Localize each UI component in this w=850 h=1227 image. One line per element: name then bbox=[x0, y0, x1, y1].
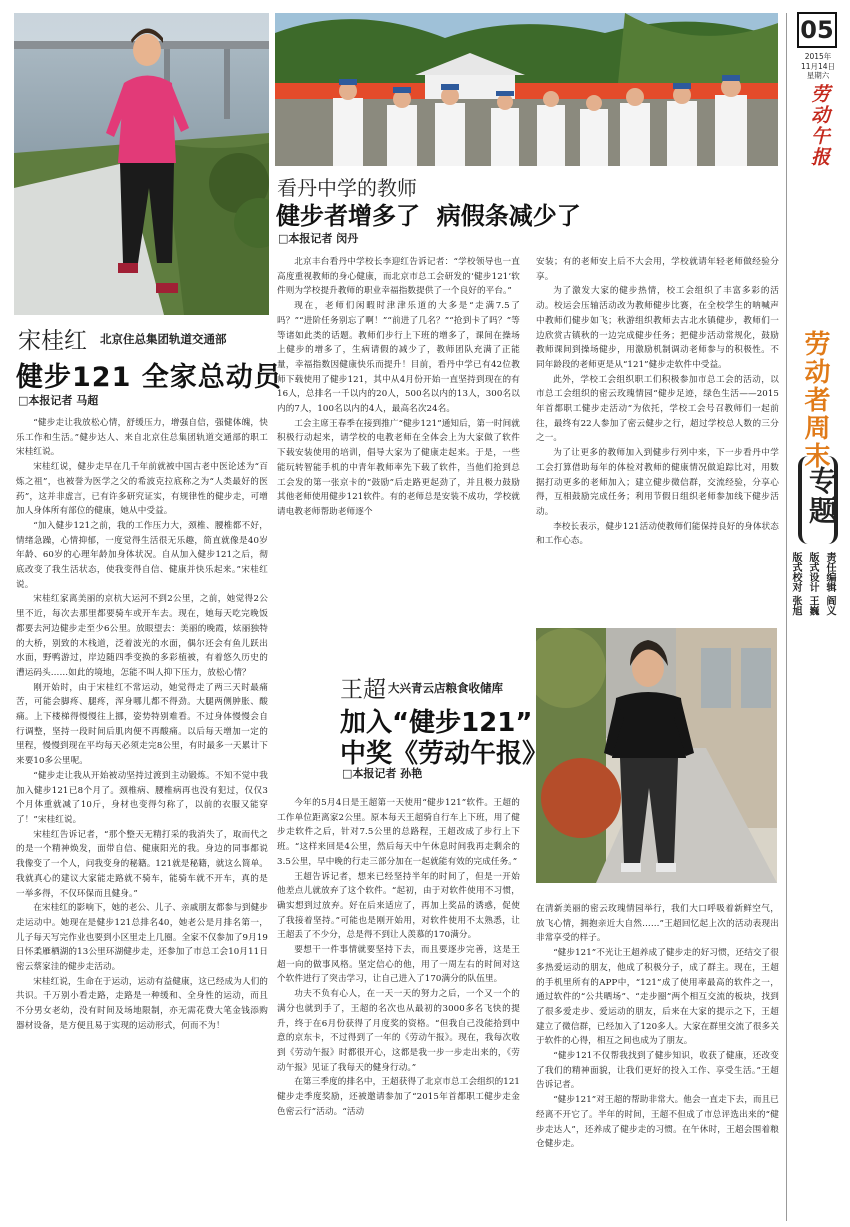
topic-label: 专题 bbox=[805, 466, 838, 526]
article3-name: 王超 bbox=[340, 677, 386, 703]
paper-logo: 劳动午报 bbox=[808, 84, 830, 168]
article1-byline: □本报记者 马超 bbox=[18, 394, 99, 407]
issue-date bbox=[796, 52, 840, 81]
teachers-group-photo bbox=[275, 13, 778, 166]
sidebar-divider bbox=[786, 13, 787, 1221]
article1-paragraph: “健步走让我从开始被动坚持过渡到主动锻炼。不知不觉中我加入健步121已8个月了。颈椎病、腰椎病再也没有犯过，仅仅3个月体重就减了10斤，身材也变得匀称了，以前的衣服又能穿了！”宋桂红说。 bbox=[16, 770, 268, 825]
article2-paragraph: 为了让更多的教师加入到健步行列中来，下一步看丹中学工会打算借助每年的体检对教师的健康情况做追踪比对，用数据打动更多的老师加入；建立健步微信群，交流经验，分享心得，互相鼓励完成任务；利用节假日组织老师参加线下健步活动。 bbox=[536, 448, 779, 517]
article3-paragraph: “健步121”不光让王超养成了健步走的好习惯，还结交了很多热爱运动的朋友，他成了积极分子，成了群主。现在，王超的手机里所有的APP中，“121”成了使用率最高的软件之一，通过软件的“公共晒场”、“走步圈”两个相互交流的板块，找到了很多爱走步、爱运动的朋友，后来在大家的提示之下，王超建立了微信群，已经加入了120多人。大家在群里交流了很多关于软件的心得，相互之间也成为了朋友。 bbox=[536, 948, 779, 1047]
article2-column2 bbox=[536, 255, 779, 605]
credit-designer: 版式设计 王巍 bbox=[807, 552, 818, 616]
article1-headline: 健步121 全家总动员 bbox=[16, 362, 282, 393]
article1-paragraph: “健步走让我放松心情，舒缓压力，增强自信，强健体魄，快乐工作和生活。”健步达人、来自北京住总集团轨道交通部的职工宋桂红说。 bbox=[16, 418, 268, 458]
article2-byline: □本报记者 闵丹 bbox=[278, 232, 359, 245]
article2-paragraph: 现在，老师们闲暇时津津乐道的大多是“走满7.5了吗？”“进阶任务别忘了啊！”“前进了几名？”“抢到卡了吗？”等等诸如此类的话题。教师们步行上下班的增多了，课间在操场上健步的增多了，生病请假的减少了，教师团队充满了正能量，幸福指数因健康快乐而提升！目前，看丹中学已有42位教师下载使用了健步121，其中从4月份开始一直坚持到现在的有16人，总排名一千以内的20人，500名以内的13人，300名以内的7人，100名以内的4人，最高名次24名。 bbox=[277, 301, 520, 415]
article3-paragraph: 在第三季度的排名中，王超获得了北京市总工会组织的121健步走季度奖励，还被邀请参加了“2015年首都职工健步走金色密云行”活动。“活动 bbox=[277, 1077, 520, 1117]
article2-paragraph: 李校长表示，健步121活动使教师们能保持良好的身体状态和工作心态。 bbox=[536, 521, 779, 547]
song-guihong-photo bbox=[14, 13, 269, 315]
article1-paragraph: 在宋桂红的影响下，她的老公、儿子、亲戚朋友都参与到健步走运动中。她现在是健步121总排名40，她老公是月排名第一，儿子每天写完作业也要到小区里走上几圈。全家不仅参加了9月19日怀柔雁栖湖的13公里环湖健步走，还参加了市总工会10月11日密云蔡家洼的健步走活动。 bbox=[16, 903, 268, 973]
wang-chao-photo bbox=[536, 628, 777, 883]
article3-paragraph: 王超告诉记者，想来已经坚持半年的时间了，但是一开始他差点儿就放弃了这个软件。“起初，由于对软件使用不习惯，确实想到过放弃。好在后来适应了，再加上奖品的诱惑，促使了我接着坚持。”可能也是刚开始用，对软件使用不太熟悉，让王超丢了不少分，总是得不到让人羡慕的170满分。 bbox=[277, 871, 520, 941]
article1-paragraph: “加入健步121之前，我的工作压力大，颈椎、腰椎都不好，情绪急躁，心情抑郁，一度觉得生活很无乐趣，简直就像是40岁年龄、60岁的心理年龄加身体状况。自从加入健步121之后，彻底改变了我生活状态，使我变得自信、健康并快乐起来。”宋桂红说。 bbox=[16, 520, 268, 590]
article3-column1 bbox=[277, 796, 520, 1222]
staff-credits bbox=[788, 552, 837, 622]
article2-paragraph: 为了激发大家的健步热情，校工会组织了丰富多彩的活动。校运会压轴活动改为教师健步比赛，在全校学生的呐喊声中教师们健步如飞；秋游组织教师去古北水镇健步，教师们一边欣赏古镇秋的一边完成健步任务；把健步活动常规化，鼓励教师课间到操场健步，用激励机制调动老师参与的积极性。不同年龄段的老师更是从“121”健步走软件中受益。 bbox=[536, 286, 779, 370]
article3-paragraph: 今年的5月4日是王超第一天使用“健步121”软件。王超的工作单位距离家2公里。原本每天王超骑自行车上下班，用了健步走软件之后，针对7.5公里的总路程，王超改成了步行上下班。“这样来回是4公里，然后每天中午休息时间我再走剩余的3.5公里，早中晚的行走三部分加在一起就能有效的完成任务。” bbox=[277, 798, 520, 867]
article1-body bbox=[16, 416, 268, 1221]
section-title: 劳动者周末 bbox=[800, 330, 830, 470]
credit-editor: 责任编辑 阎义 bbox=[824, 552, 835, 616]
article3-byline: □本报记者 孙艳 bbox=[342, 767, 423, 780]
article2-paragraph: 此外，学校工会组织职工们积极参加市总工会的活动，以市总工会组织的密云玫瑰情园“健步足迹，绿色生活——2015年首都职工健步走活动”为依托，学校工会号召教师们一起前往，最终有22人参加了密云健步之行，超过学校总人数的三分之一。 bbox=[536, 374, 779, 444]
article1-affiliation: 北京住总集团轨道交通部 bbox=[100, 332, 227, 346]
date-year: 2015年 bbox=[804, 52, 832, 61]
article3-affiliation: 大兴青云店粮食收储库 bbox=[388, 681, 503, 695]
page-number: 05 bbox=[797, 12, 837, 48]
article3-paragraph: 要想干一件事情就要坚持下去，而且要逐步完善，这是王超一向的做事风格。坚定信心的他，用了一周左右的时间对这个软件进行了突击学习，让自己进入了170满分的队伍里。 bbox=[277, 945, 520, 985]
article2-headline: 健步者增多了 病假条减少了 bbox=[276, 202, 581, 230]
article1-paragraph: 刚开始时，由于宋桂红不常运动，她觉得走了两三天时最痛苦，可能会脚疼、腿疼，浑身哪儿都不得劲。大腿两侧肿胀、酸痛。上下楼梯得慢慢往上挪，姿势特别难看。不过身体慢慢会自行调整，坚持一段时间后肌肉便不再酸痛。以后每天增加一定的里程，慢慢到现在平均每天必须走完8公里，有时最多一天累计下来要10多公里呢。 bbox=[16, 682, 268, 767]
article2-paragraph: 安装；有的老师安上后不大会用，学校就请年轻老师做经验分享。 bbox=[536, 257, 779, 282]
article1-paragraph: 宋桂红说，生命在于运动，运动有益健康，这已经成为人们的共识。千万别小看走路，走路是一种缓和、全身性的运动，而且不分男女老幼，没有时间及场地限制，亦无需花费大笔金钱添购器材设备，是方便且易于实现的运动形式，何而不为！ bbox=[16, 976, 268, 1031]
article1-paragraph: 宋桂红告诉记者，“那个整天无精打采的我消失了，取而代之的是一个精神焕发，面带自信、健康阳光的我。身边的同事都说我像变了一个人，问我变身的秘籍。121就是秘籍，就这么简单。我就真心的建议大家能走路就不骑车，能骑车就不开车，真的是一举多得，不仅环保而且健身。” bbox=[16, 829, 268, 899]
article3-headline-line1: 加入“健步121” bbox=[340, 708, 533, 738]
article3-paragraph: “健步121不仅帮我找到了健步知识，收获了健康，还改变了我们的精神面貌，让我们更好的投入工作、享受生活。”王超告诉记者。 bbox=[536, 1051, 779, 1091]
article1-name: 宋桂红 bbox=[18, 328, 87, 354]
article1-paragraph: 宋桂红说，健步走早在几千年前就被中国古老中医论述为“百炼之祖”，也被誉为医学之父的希波克拉底称之为“人类最好的医药”，这并非虚言，已有许多研究证实，有规律性的健步走，可增加人身体所有部位的健康，她从中受益。 bbox=[16, 462, 268, 517]
article2-paragraph: 工会主席王春季在接到推广“健步121”通知后，第一时间就积极行动起来，请学校的电教老师在全体会上为大家做了软件下载安装使用的培训，倡导大家为了健康走起来。于是，一些能玩转智能手机的中青年教师率先下载了软件，当他们抢到总工会发的第一张京卡的“鼓励”后走路更起劲了，并且极力鼓励其他老师使用健步121软件。有的老师总是安装不成功，学校就请电教老师帮助老师逐个 bbox=[277, 418, 520, 517]
article3-column2 bbox=[536, 902, 779, 1222]
article3-paragraph: 在清新美丽的密云玫瑰情园举行，我们大口呼吸着新鲜空气，放飞心情，拥抱亲近大自然……”王超回忆起上次的活动表现出非常享受的样子。 bbox=[536, 904, 779, 944]
date-monthday: 11月14日 bbox=[800, 61, 836, 71]
article3-paragraph: “健步121”对王超的帮助非常大。他会一直走下去，而且已经离不开它了。半年的时间，王超不但成了市总评选出来的“健步走达人”，还养成了健步走的习惯。在午休时，王超会围着粮仓健步走。 bbox=[536, 1095, 779, 1150]
credit-proofreader: 版式校对 张旭 bbox=[790, 552, 801, 616]
date-weekday: 星期六 bbox=[806, 71, 830, 80]
article2-column1 bbox=[277, 255, 520, 615]
article3-paragraph: 功夫不负有心人，在一天一天的努力之后，一个又一个的满分也就到手了，王超的名次也从最初的3000多名飞快的提升，终于在6月份获得了月度奖的资格。“但我自己没能拾到中意的京东卡，不过得到了一年的《劳动午报》。现在，我每次收到《劳动午报》时都很开心，这都是我一步一步走出来的，《劳动午报》见证了我每天的健身行动。” bbox=[277, 989, 520, 1073]
article2-kicker: 看丹中学的教师 bbox=[277, 176, 417, 200]
article1-paragraph: 宋桂红家离美丽的京杭大运河不到2公里，之前，她觉得2公里不近，每次去那里都要骑车或开车去。现在，她每天吃完晚饭都要去河边健步走至少6公里。放眼望去：美丽的晚霞，炫丽独特的大桥，别致的木栈道，泛着波光的水面，偶尔还会有鱼儿跃出水面，野鸭游过，岸边随四季变换的多彩植被，有着悠久历史的漕运码头……如此的境地，怎能不叫人抑下压力，放松心情？ bbox=[16, 594, 268, 678]
article2-paragraph: 北京丰台看丹中学校长李迎红告诉记者：“学校领导也一直高度重视教师的身心健康，而北京市总工会研发的‘健步121’软件则为学校提升教师的职业幸福指数提供了一个良好的平台。” bbox=[277, 257, 520, 297]
article3-headline-line2: 中奖《劳动午报》 bbox=[340, 739, 549, 769]
